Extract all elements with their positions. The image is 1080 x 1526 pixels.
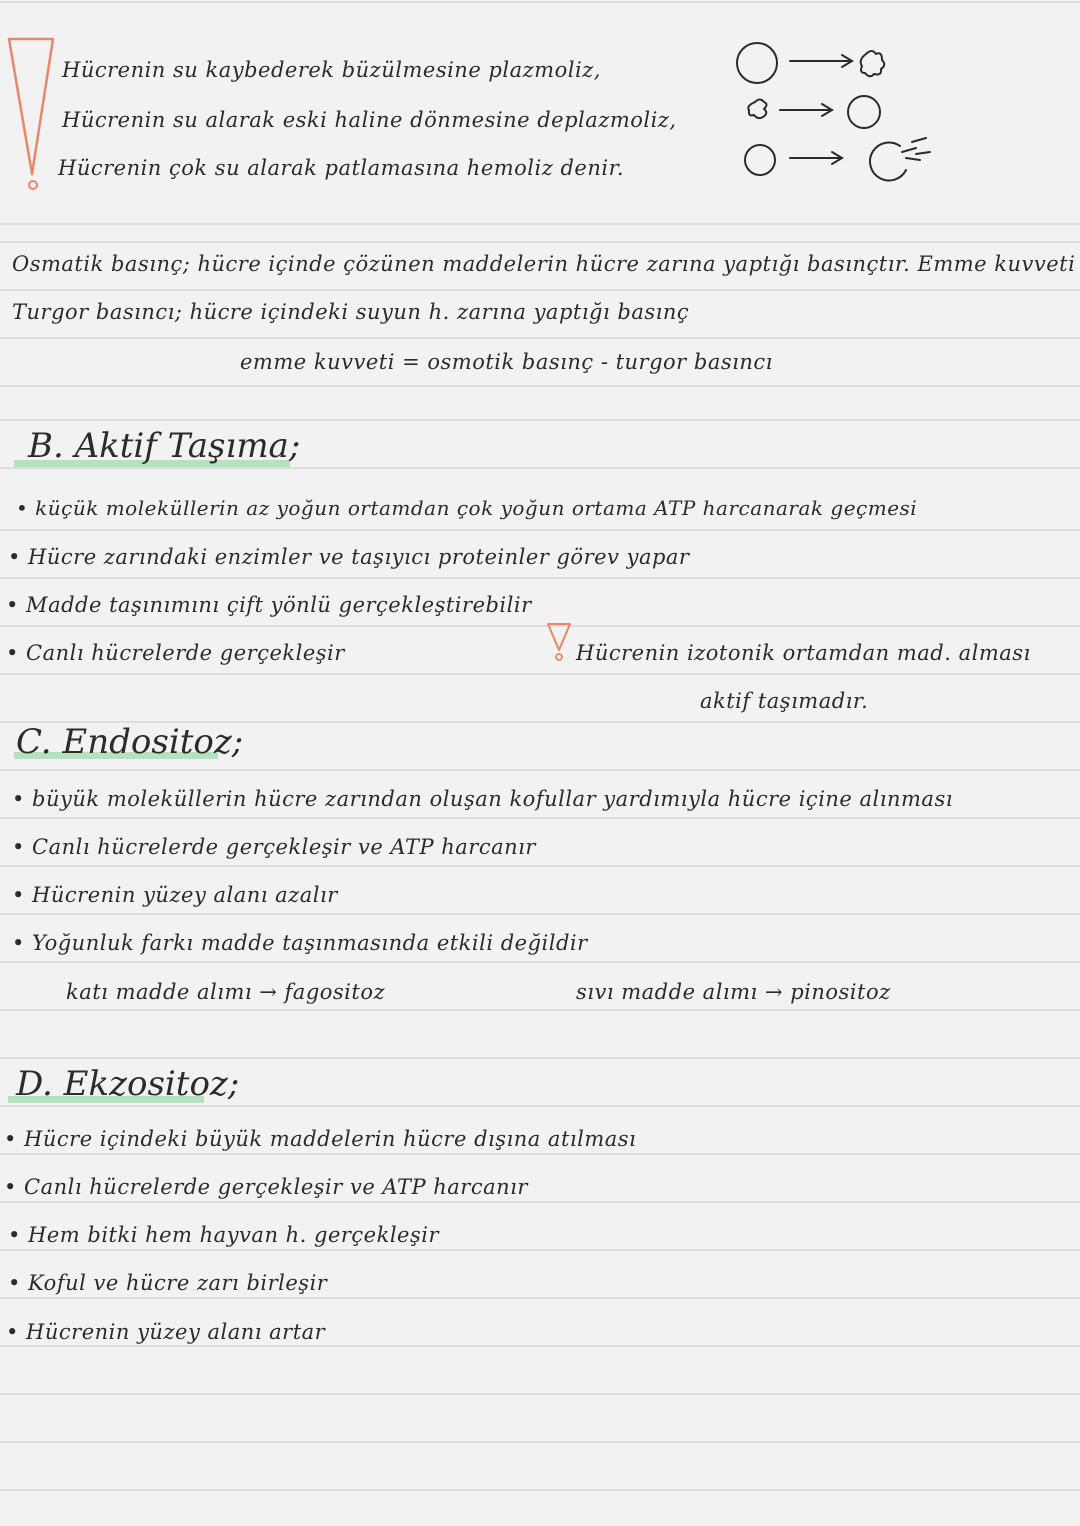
aktif-item-2: • Hücre zarındaki enzimler ve taşıyıcı proteinler görev yapar [8,545,690,569]
izotonik-note-line2: aktif taşımadır. [700,689,869,713]
note-warning-icon [546,622,572,662]
burst-cell-icon [870,142,906,180]
pinositoz-note: sıvı madde alımı → pinositoz [576,980,891,1004]
ekzositoz-item-1: • Hücre içindeki büyük maddelerin hücre dışına atılması [4,1127,637,1151]
warning-exclamation-icon [6,36,56,192]
fagositoz-note: katı madde alımı → fagositoz [66,980,386,1004]
izotonik-note-line1: Hücrenin izotonik ortamdan mad. alması [576,641,1031,665]
aktif-item-3: • Madde taşınımını çift yönlü gerçekleştirebilir [6,593,532,617]
ekzositoz-title: D. Ekzositoz; [16,1064,240,1104]
aktif-item-4: • Canlı hücrelerde gerçekleşir [6,641,345,665]
normal-cell-icon [737,43,777,83]
ekzositoz-item-5: • Hücrenin yüzey alanı artar [6,1320,326,1344]
deplazmoliz-note: Hücrenin su alarak eski haline dönmesine deplazmoliz, [62,108,677,132]
ekzositoz-item-3: • Hem bitki hem hayvan h. gerçekleşir [8,1223,440,1247]
endositoz-title: C. Endositoz; [16,722,244,762]
ekzositoz-item-4: • Koful ve hücre zarı birleşir [8,1271,328,1295]
aktif-tasima-title: B. Aktif Taşıma; [28,426,301,466]
cell-state-diagram [730,36,940,186]
endositoz-item-3: • Hücrenin yüzey alanı azalır [12,883,338,907]
turgor-basinc-definition: Turgor basıncı; hücre içindeki suyun h. zarına yaptığı basınç [12,300,690,324]
hemoliz-note: Hücrenin çok su alarak patlamasına hemoliz denir. [58,156,624,180]
shrunken-cell-icon-2 [748,100,766,119]
endositoz-item-4: • Yoğunluk farkı madde taşınmasında etkili değildir [12,931,588,955]
ekzositoz-item-2: • Canlı hücrelerde gerçekleşir ve ATP harcanır [4,1175,528,1199]
shrunken-cell-icon [861,51,885,76]
osmotik-basinc-definition: Osmatik basınç; hücre içinde çözünen maddelerin hücre zarına yaptığı basınçtır. Emme kuvveti [12,252,1076,276]
endositoz-item-1: • büyük moleküllerin hücre zarından oluşan kofullar yardımıyla hücre içine alınması [12,787,953,811]
small-cell-icon [745,145,775,175]
aktif-item-1: • küçük moleküllerin az yoğun ortamdan çok yoğun ortama ATP harcanarak geçmesi [16,496,918,520]
emme-kuvveti-formula: emme kuvveti = osmotik basınç - turgor basıncı [240,350,773,374]
plazmoliz-note: Hücrenin su kaybederek büzülmesine plazmoliz, [62,58,601,82]
restored-cell-icon [848,96,880,128]
endositoz-item-2: • Canlı hücrelerde gerçekleşir ve ATP harcanır [12,835,536,859]
